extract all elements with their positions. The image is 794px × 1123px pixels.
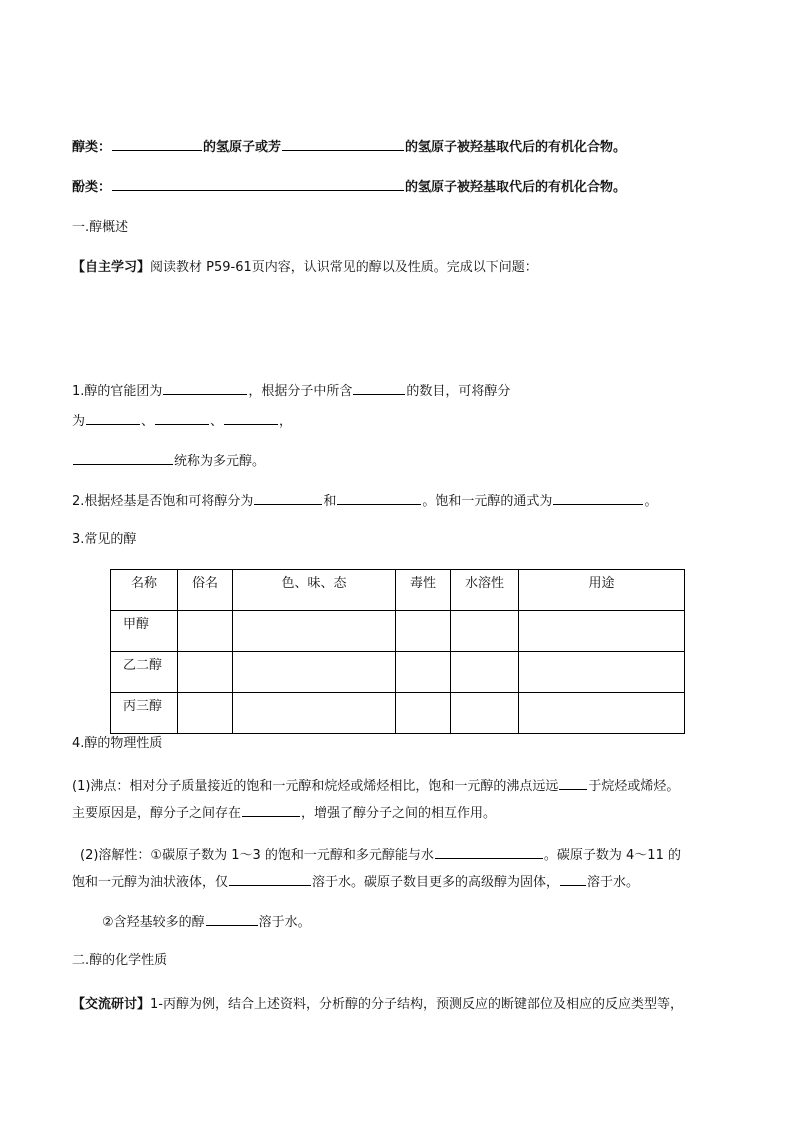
text: 于烷烃或烯烃。 xyxy=(588,779,680,794)
text: 溶于水。 xyxy=(258,915,311,930)
boiling-point-reason xyxy=(72,803,496,823)
table-row xyxy=(111,611,685,652)
question-1-end xyxy=(72,451,265,471)
blank[interactable] xyxy=(112,137,202,151)
text: 统称为多元醇。 xyxy=(174,454,266,469)
table-cell-name: 丙三醇 xyxy=(111,693,178,734)
text: 饱和一元醇为油状液体，仅 xyxy=(72,875,229,890)
text: ， xyxy=(279,414,293,429)
solubility-text xyxy=(80,845,681,865)
self-study-instruction xyxy=(72,259,538,277)
discussion-text xyxy=(72,996,683,1014)
blank[interactable] xyxy=(282,137,404,151)
question-1-cont xyxy=(72,411,292,431)
blank[interactable] xyxy=(254,491,322,505)
table-cell-name: 甲醇 xyxy=(111,611,178,652)
table-cell[interactable] xyxy=(178,652,233,693)
text: 1.醇的官能团为 xyxy=(72,384,163,399)
table-header-row xyxy=(111,570,685,611)
table-header: 名称 xyxy=(111,570,178,611)
text: 溶于水。碳原子数目更多的高级醇为固体， xyxy=(312,875,560,890)
text: (2)溶解性：①碳原子数为 1～3 的饱和一元醇和多元醇能与水 xyxy=(80,848,434,863)
blank[interactable] xyxy=(155,411,209,425)
table-cell[interactable] xyxy=(519,652,685,693)
table-row xyxy=(111,693,685,734)
table-header: 用途 xyxy=(519,570,685,611)
table-cell-name: 乙二醇 xyxy=(111,652,178,693)
text: 、 xyxy=(141,414,155,429)
text: 的氢原子被羟基取代后的有机化合物。 xyxy=(405,180,627,195)
table-cell[interactable] xyxy=(396,693,451,734)
table-cell[interactable] xyxy=(396,652,451,693)
text: 。 xyxy=(644,494,658,509)
text: 主要原因是，醇分子之间存在 xyxy=(72,806,242,821)
question-4-title: 4.醇的物理性质 xyxy=(72,736,163,751)
table-cell[interactable] xyxy=(233,652,396,693)
blank[interactable] xyxy=(112,177,404,191)
text: ，根据分子中所含 xyxy=(248,384,353,399)
table-cell[interactable] xyxy=(178,611,233,652)
phenol-definition-label: 酚类： xyxy=(72,180,112,195)
blank[interactable] xyxy=(560,872,586,886)
table-cell[interactable] xyxy=(233,693,396,734)
blank[interactable] xyxy=(229,872,311,886)
blank[interactable] xyxy=(353,381,405,395)
question-1 xyxy=(72,381,510,401)
blank[interactable] xyxy=(163,381,247,395)
table-cell[interactable] xyxy=(178,693,233,734)
blank[interactable] xyxy=(73,451,173,465)
blank[interactable] xyxy=(242,803,300,817)
text: 的氢原子或芳 xyxy=(203,140,282,155)
text: ②含羟基较多的醇 xyxy=(102,915,205,930)
section-title-chemical: 二.醇的化学性质 xyxy=(72,953,168,968)
text: 为 xyxy=(72,414,86,429)
text: (1)沸点：相对分子质量接近的饱和一元醇和烷烃或烯烃相比，饱和一元醇的沸点远远 xyxy=(72,779,559,794)
table-cell[interactable] xyxy=(233,611,396,652)
phenol-definition xyxy=(72,177,626,197)
table-cell[interactable] xyxy=(519,693,685,734)
table-row xyxy=(111,652,685,693)
table-header: 水溶性 xyxy=(451,570,519,611)
question-3-title: 3.常见的醇 xyxy=(72,532,137,547)
table-header: 毒性 xyxy=(396,570,451,611)
table-cell[interactable] xyxy=(451,611,519,652)
table-cell[interactable] xyxy=(451,652,519,693)
self-study-text: 阅读教材 P59-61页内容，认识常见的醇以及性质。完成以下问题： xyxy=(150,260,538,275)
solubility-text-2 xyxy=(72,872,639,892)
text: 。饱和一元醇的通式为 xyxy=(422,494,553,509)
text: 1-丙醇为例，结合上述资料，分析醇的分子结构，预测反应的断键部位及相应的反应类型等， xyxy=(150,997,683,1012)
self-study-label: 【自主学习】 xyxy=(72,260,151,275)
table-header: 色、味、态 xyxy=(233,570,396,611)
discussion-label: 【交流研讨】 xyxy=(72,997,151,1012)
alcohol-definition-label: 醇类： xyxy=(72,140,112,155)
section-title-overview: 一.醇概述 xyxy=(72,220,129,235)
blank[interactable] xyxy=(553,491,643,505)
solubility-text-3 xyxy=(102,912,311,932)
boiling-point-text xyxy=(72,776,679,796)
blank[interactable] xyxy=(206,912,258,926)
text: 的数目，可将醇分 xyxy=(406,384,511,399)
blank[interactable] xyxy=(86,411,140,425)
table-header: 俗名 xyxy=(178,570,233,611)
text: ，增强了醇分子之间的相互作用。 xyxy=(301,806,497,821)
blank[interactable] xyxy=(224,411,278,425)
question-2 xyxy=(72,491,657,511)
blank[interactable] xyxy=(435,845,543,859)
text: 和 xyxy=(323,494,337,509)
text: 溶于水。 xyxy=(587,875,640,890)
alcohols-table xyxy=(110,569,685,734)
table-cell[interactable] xyxy=(519,611,685,652)
blank[interactable] xyxy=(559,776,587,790)
text: 2.根据烃基是否饱和可将醇分为 xyxy=(72,494,254,509)
alcohol-definition xyxy=(72,137,626,157)
text: 的氢原子被羟基取代后的有机化合物。 xyxy=(405,140,627,155)
table-cell[interactable] xyxy=(396,611,451,652)
table-cell[interactable] xyxy=(451,693,519,734)
text: 。碳原子数为 4～11 的 xyxy=(543,848,681,863)
text: 、 xyxy=(210,414,224,429)
blank[interactable] xyxy=(337,491,421,505)
